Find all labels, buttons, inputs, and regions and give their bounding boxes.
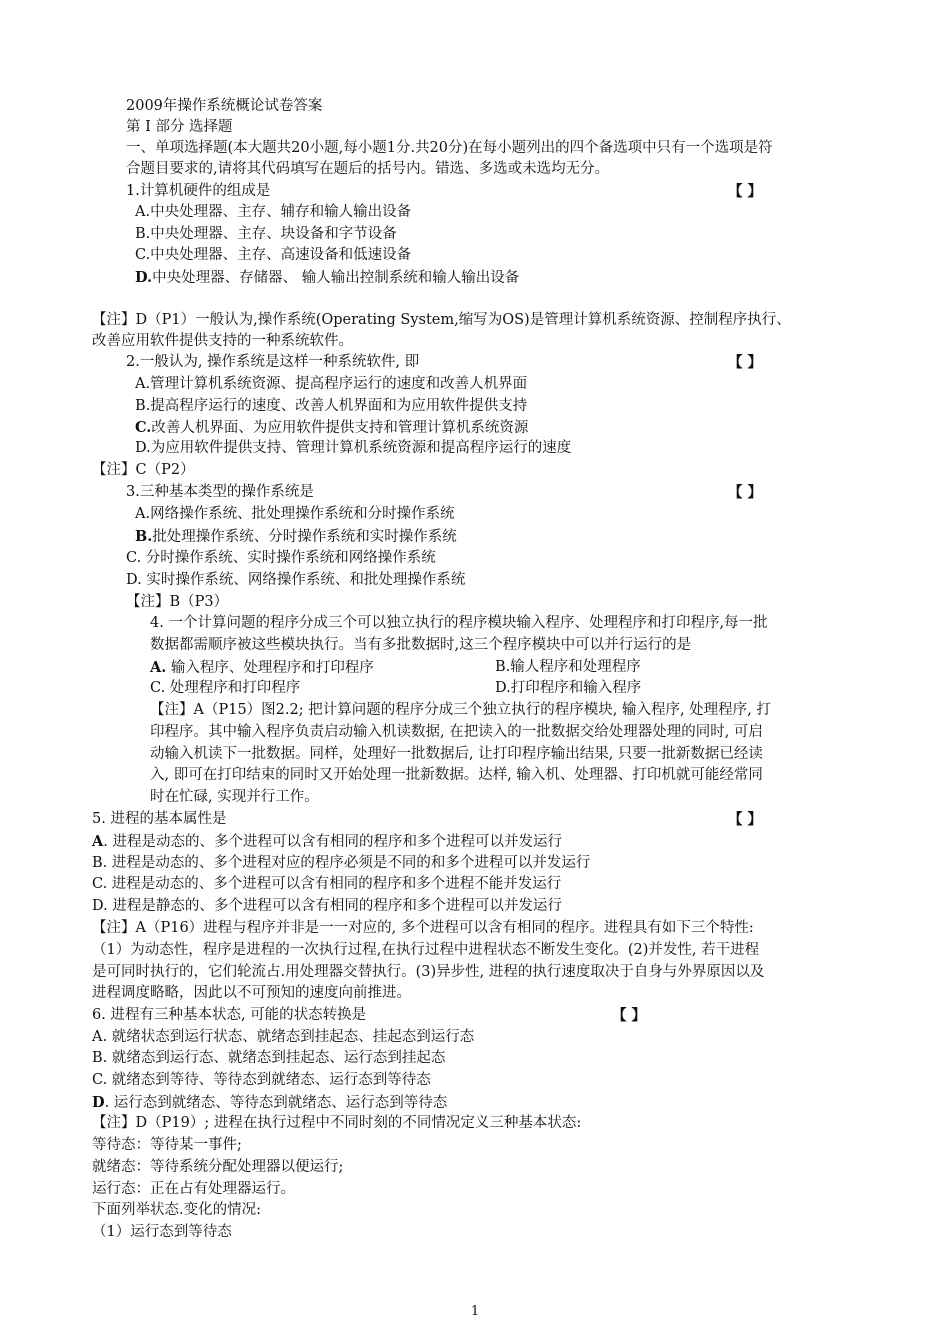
- q2-option-a: A.管理计算机系统资源、提高程序运行的速度和改善人机界面: [135, 376, 528, 392]
- q4-option-c: C. 处理程序和打印程序: [150, 680, 301, 696]
- q3-option-d: D. 实时操作系统、网络操作系统、和批处理操作系统: [126, 572, 466, 588]
- page-number: 1: [470, 1304, 480, 1319]
- q3-option-c: C. 分时操作系统、实时操作系统和网络操作系统: [126, 550, 436, 566]
- q4-option-d: D.打印程序和输入程序: [495, 680, 642, 696]
- q4-option-a: [150, 657, 374, 679]
- q6-ready-state: 就绪态：等待系统分配处理器以便运行;: [92, 1159, 344, 1175]
- q1-note-line-2: 改善应用软件提供支持的一种系统软件。: [92, 333, 353, 349]
- q4-note-line-2: 印程序。其中输入程序负责启动输入机读数据, 在把读入的一批数据交给处理器处理的同时, 可启: [150, 724, 763, 740]
- section-intro-line-1: 一、单项选择题(本大题共20小题,每小题1分.共20分)在每小题列出的四个备选项中只有一个选项是符: [126, 140, 773, 156]
- q6-run-state: 运行态：正在占有处理器运行。: [92, 1181, 295, 1197]
- q6-option-a: A. 就绪状态到运行状态、就绪态到挂起态、挂起态到运行态: [92, 1029, 475, 1045]
- q1-option-c: C.中央处理器、主存、高速设备和低速设备: [135, 247, 412, 263]
- q6-option-d-text: . 运行态到就绪态、等待态到就绪态、运行态到等待态: [104, 1095, 448, 1111]
- q6-note-line-1: 【注】D（P19）; 进程在执行过程中不同时刻的不同情况定义三种基本状态:: [92, 1115, 582, 1131]
- q2-option-d: D.为应用软件提供支持、管理计算机系统资源和提高程序运行的速度: [135, 440, 572, 456]
- q5-note-line-3: 是可同时执行的，它们轮流占.用处理器交替执行。(3)异步性, 进程的执行速度取决于自身与外界原因以及: [92, 964, 765, 980]
- q1-option-d-text: 中央处理器、存储器、 输人输出控制系统和输人输出设备: [152, 270, 520, 286]
- q1-note-line-1: 【注】D（P1）一般认为,操作系统(Operating System,缩写为OS)是管理计算机系统资源、控制程序执行、: [92, 312, 791, 328]
- q6-wait-state: 等待态：等待某一事件;: [92, 1137, 242, 1153]
- q3-stem: 3.三种基本类型的操作系统是: [126, 484, 314, 500]
- q2-note: 【注】C（P2）: [92, 462, 195, 478]
- q6-stem: 6. 进程有三种基本状态, 可能的状态转换是: [92, 1007, 367, 1023]
- q3-option-a: A.网络操作系统、批处理操作系统和分时操作系统: [135, 506, 455, 522]
- q4-note-line-4: 入, 即可在打印结束的同时又开始处理一批新数据。达样, 输入机、处理器、打印机就可能经常同: [150, 767, 763, 783]
- q2-option-b: B.提高程序运行的速度、改善人机界面和为应用软件提供支持: [135, 398, 528, 414]
- q5-note-line-1: 【注】A（P16）进程与程序并非是一一对应的, 多个进程可以含有相同的程序。进程具有如下三个特性:: [92, 920, 754, 936]
- q5-option-a-letter: A: [92, 833, 104, 850]
- q1-option-d-letter: D.: [135, 269, 153, 286]
- q5-answer-bracket: 【 】: [728, 811, 763, 828]
- q2-stem: 2.一般认为, 操作系统是这样一种系统软件, 即: [126, 354, 420, 370]
- q1-answer-bracket: 【 】: [728, 183, 763, 200]
- q5-note-line-2: （1）为动态性，程序是进程的一次执行过程,在执行过程中进程状态不断发生变化。(2)并发性, 若干进程: [92, 942, 760, 958]
- q5-option-b: B. 进程是动态的、多个进程对应的程序必须是不同的和多个进程可以并发运行: [92, 855, 591, 871]
- q3-note: 【注】B（P3）: [126, 594, 229, 610]
- q5-option-d: D. 进程是静态的、多个进程可以含有相同的程序和多个进程可以并发运行: [92, 898, 562, 914]
- doc-title: 2009年操作系统概论试卷答案: [126, 98, 323, 114]
- q5-note-line-4: 进程调度略略，因此以不可预知的速度向前推进。: [92, 985, 411, 1001]
- q2-option-c: [135, 417, 528, 439]
- q4-option-a-letter: A.: [150, 659, 167, 676]
- q3-option-b: [135, 526, 457, 548]
- q6-list-item-1: （1）运行态到等待态: [92, 1224, 232, 1240]
- q6-option-c: C. 就绪态到等待、等待态到就绪态、运行态到等待态: [92, 1072, 431, 1088]
- q1-option-a: A.中央处理器、主存、辅存和输人输出设备: [135, 204, 412, 220]
- q4-stem-line-1: 4. 一个计算问题的程序分成三个可以独立执行的程序模块输入程序、处理程序和打印程序,每一批: [150, 615, 768, 631]
- q4-option-b: B.输人程序和处理程序: [495, 659, 641, 675]
- q6-option-d-letter: D: [92, 1094, 105, 1111]
- q1-option-d: [135, 267, 519, 289]
- q2-option-c-text: 改善人机界面、为应用软件提供支持和管理计算机系统资源: [151, 420, 529, 436]
- q6-option-b: B. 就绪态到运行态、就绪态到挂起态、运行态到挂起态: [92, 1050, 446, 1066]
- q4-note-line-1: 【注】A（P15）图2.2; 把计算问题的程序分成三个独立执行的程序模块, 输入程序, 处理程序, 打: [150, 702, 771, 718]
- q5-option-c: C. 进程是动态的、多个进程可以含有相同的程序和多个进程不能并发运行: [92, 876, 562, 892]
- part-heading: 第 I 部分 选择题: [126, 119, 233, 135]
- q3-answer-bracket: 【 】: [728, 484, 763, 501]
- q1-stem: 1.计算机硬件的组成是: [126, 183, 271, 199]
- q4-note-line-3: 动输入机读下一批数据。同样，处理好一批数据后, 让打印程序输出结果, 只要一批新数据已经读: [150, 746, 763, 762]
- q2-answer-bracket: 【 】: [728, 354, 763, 371]
- q1-option-b: B.中央处理器、主存、块设备和字节设备: [135, 226, 397, 242]
- q4-option-a-text: 输入程序、处理程序和打印程序: [166, 660, 374, 676]
- q3-option-b-text: 批处理操作系统、分时操作系统和实时操作系统: [152, 529, 457, 545]
- section-intro-line-2: 合题目要求的,请将其代码填写在题后的括号内。错选、多选或未选均无分。: [126, 161, 610, 177]
- q4-stem-line-2: 数据都需顺序被这些模块执行。当有多批数据时,这三个程序模块中可以并行运行的是: [150, 637, 692, 653]
- q5-option-a-text: . 进程是动态的、多个进程可以含有相同的程序和多个进程可以并发运行: [103, 834, 562, 850]
- q6-answer-bracket: 【 】: [612, 1007, 647, 1024]
- q6-option-d: [92, 1092, 447, 1114]
- q5-option-a: [92, 831, 562, 853]
- q3-option-b-letter: B.: [135, 528, 153, 545]
- q4-note-line-5: 时在忙碌, 实现并行工作。: [150, 789, 319, 805]
- q5-stem: 5. 进程的基本属性是: [92, 811, 227, 827]
- q6-list-intro: 下面列举状态.变化的情况:: [92, 1202, 261, 1218]
- q2-option-c-letter: C.: [135, 419, 152, 436]
